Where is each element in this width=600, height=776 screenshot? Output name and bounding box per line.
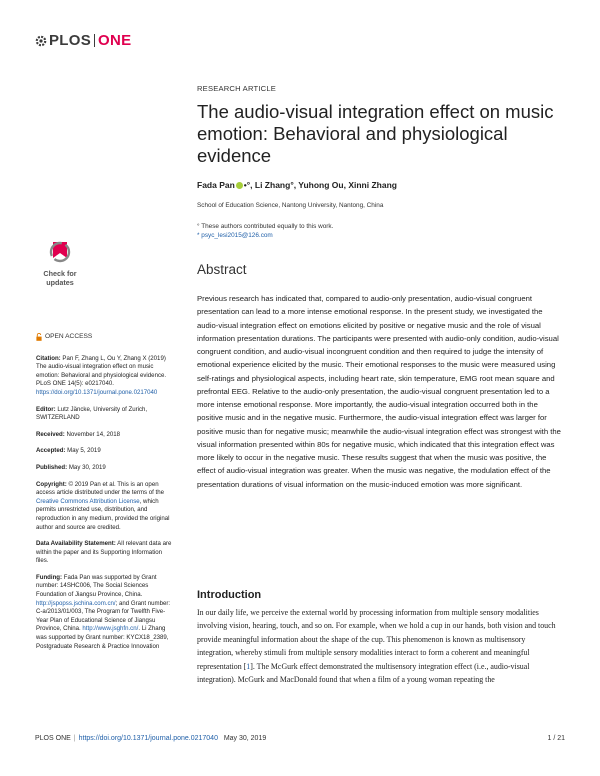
author-text: •°, Li Zhang (243, 180, 291, 190)
journal-logo (35, 32, 131, 49)
logo-one: ONE (98, 32, 132, 49)
introduction-heading: Introduction (197, 589, 262, 601)
section-label: RESEARCH ARTICLE (197, 84, 277, 93)
badge-line2: updates (46, 278, 74, 287)
funding: Funding: Fada Pan was supported by Grant number: 14SHC006, The Social Sciences Foundation of Jiangsu Province, China. http://jspopss.jschina.com.cn/; and Grant number: C-a/2013/01/003, The Program for Twelfth Five-Year Plan of Educational Science of Jiangsu Province, China. http://www.jsghfn.cn/. Li Zhang was supported by Grant number: KYCX18_2389, Postgraduate Research & Practice Innovation (36, 573, 171, 650)
affiliation: School of Education Science, Nantong University, Nantong, China (197, 202, 384, 209)
page-footer (35, 735, 565, 742)
page-number: 1 / 21 (547, 735, 565, 742)
citation: Citation: Pan F, Zhang L, Ou Y, Zhang X (2019) The audio-visual integration effect on music emotion: Behavioral and physiological evidence. PLoS ONE 14(5): e0217040. https://doi.org/10.1371/journal.pone.0217040 (36, 354, 167, 396)
logo-divider (94, 34, 95, 47)
citation-doi-link[interactable]: https://doi.org/10.1371/journal.pone.0217040 (36, 388, 158, 396)
logo-plos: PLOS (49, 32, 92, 49)
abstract-heading: Abstract (197, 262, 247, 277)
copyright: Copyright: © 2019 Pan et al. This is an open access article distributed under the terms of the Creative Commons Attribution License, which permits unrestricted use, distribution, and reproduction in any medium, provided the original author and source are credited. (36, 480, 170, 531)
published-date: Published: May 30, 2019 (36, 463, 106, 471)
author-text: °, Yuhong Ou, Xinni Zhang (290, 180, 397, 190)
author-notes (197, 222, 333, 240)
received-date: Received: November 14, 2018 (36, 430, 121, 438)
editor: Editor: Lutz Jäncke, University of Zurich, SWITZERLAND (36, 405, 148, 422)
badge-line1: Check for (43, 269, 77, 278)
open-access-label: OPEN ACCESS (36, 333, 176, 342)
funding-link-2[interactable]: http://www.jsghfn.cn/ (82, 625, 139, 633)
footer-left: PLOS ONE | https://doi.org/10.1371/journal.pone.0217040 May 30, 2019 (35, 735, 267, 742)
check-for-updates-badge[interactable] (36, 240, 84, 292)
funding-link-1[interactable]: http://jspopss.jschina.com.cn/ (36, 599, 116, 607)
email-link[interactable]: * psyc_lesi2015@126.com (197, 232, 273, 239)
abstract-text: Previous research has indicated that, compared to audio-only presentation, audio-visual congruent presentation can lead to a more intense emotional response. In the present study, we investigated the audio-visual integration effect on emotions elicited by positive or negative music and the role of visual information presentation durations. The participants were presented with audio-only condition, audio-visual congruent condition, and audio-visual incongruent condition and then required to judge the intensity of emotional experience elicited by the music. Their emotional responses to the music were measured using self-ratings and physiological aspects, including heart rate, skin temperature, EMG root mean square and prefrontal EEG. Relative to the audio-only presentation, the audio-visual congruent presentation led to a more intense emotional response. More importantly, the audio-visual integration occurred both in the positive music and in the negative music. Furthermore, the audio-visual integration effect was larger for positive music than for negative music; meanwhile the audio-visual integration effect was strongest with the visual information presented within 80s for negative music, which indicated that this integration effect was more likely to occur in the negative music. These results suggest that when the music was positive, the effect of audio-visual integration was greater. When the music was negative, the modulation effect of the presentation durations of visual information on the music-induced emotion was more significant. (197, 294, 561, 489)
data-availability: Data Availability Statement: All relevant data are within the paper and its Supporting Information files. (36, 540, 172, 565)
footer-doi-link[interactable]: https://doi.org/10.1371/journal.pone.0217040 (78, 735, 218, 742)
license-link[interactable]: Creative Commons Attribution License (36, 497, 140, 505)
accepted-date: Accepted: May 5, 2019 (36, 447, 101, 455)
open-lock-icon (36, 333, 42, 341)
introduction-text: In our daily life, we perceive the external world by processing information from multiple sensory modalities involving vision, hearing, touch, and so on. For example, when we hold a cup in our hands, both vision and touch provide meaningful information about the shape of the cup. This phenomenon is known as multisensory integration, whereby stimuli from multiple sensory modalities interact to form a coherent and meaningful representation [1]. The McGurk effect demonstrated the multisensory integration effect (i.e., audio-visual integration). McGurk and MacDonald found that when a film of a young woman repeating the (197, 608, 556, 685)
plos-gear-icon (35, 35, 47, 47)
reference-link[interactable]: 1 (246, 661, 251, 671)
author-text: Fada Pan (197, 180, 235, 190)
author-list (197, 180, 397, 190)
footer-date: May 30, 2019 (223, 735, 267, 742)
article-metadata-sidebar (36, 333, 176, 659)
article-title: The audio-visual integration effect on music emotion: Behavioral and physiological evidence (197, 101, 554, 166)
footer-journal: PLOS ONE (35, 735, 71, 742)
corresponding-email[interactable] (197, 231, 333, 240)
equal-contribution-note: ° These authors contributed equally to this work. (197, 223, 334, 230)
orcid-icon[interactable] (236, 182, 243, 189)
